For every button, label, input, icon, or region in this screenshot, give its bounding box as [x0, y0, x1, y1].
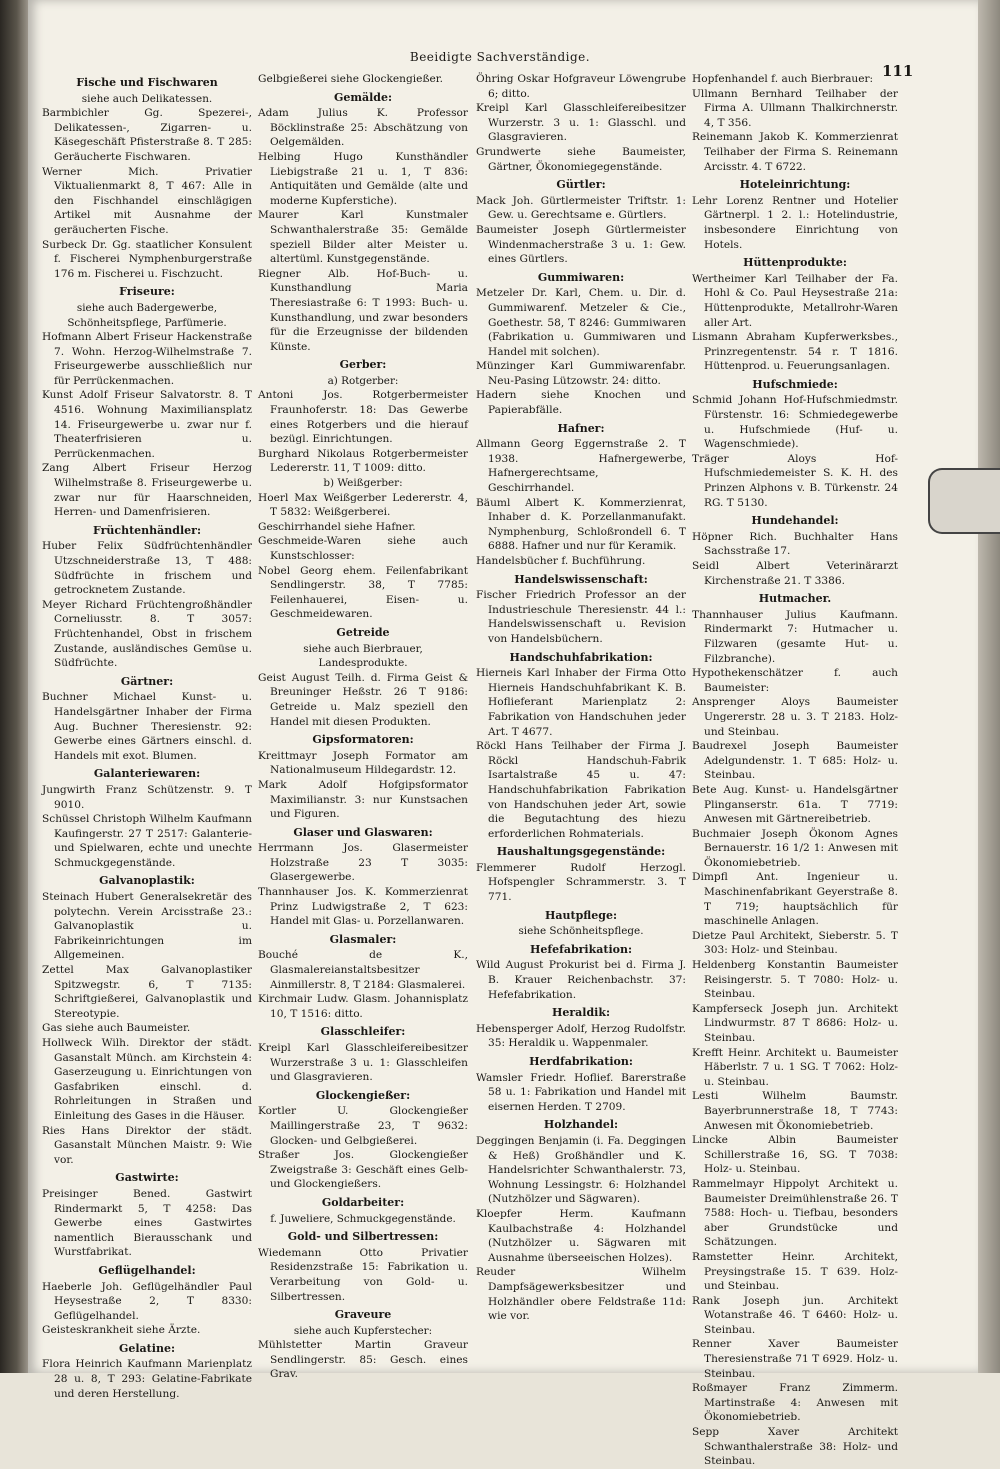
- directory-entry: Hierneis Karl Inhaber der Firma Otto Hierneis Handschuhfabrikant K. B. Hoflieferant Marienplatz 2: Fabrikation von Handschuhen jeder Art. T 4677.: [476, 667, 686, 738]
- column-2: [258, 72, 468, 1382]
- directory-entry: Meyer Richard Früchtengroßhändler Corneliusstr. 8. T 3057: Früchtenhandel, Obst in frischem Zustande, ausländisches Gemüse u. Südfrüchte.: [42, 598, 252, 670]
- directory-entry: Antoni Jos. Rotgerbermeister Fraunhoferstr. 18: Das Gewerbe eines Rotgerbers und die hierauf bezügl. Einrichtungen.: [258, 389, 468, 446]
- directory-entry: Riegner Alb. Hof-Buch- u. Kunsthandlung Maria Theresiastraße 6: T 1993: Buch- u. Kunsthandlung, und zwar besonders für die Erzeugnisse der bildenden Künste.: [258, 267, 468, 353]
- directory-entry: Reuder Wilhelm Dampfsägewerksbesitzer und Holzhändler obere Feldstraße 11d: wie vor.: [476, 1266, 686, 1323]
- directory-entry: Rammelmayr Hippolyt Architekt u. Baumeister Dreimühlenstraße 26. T 7588: Hoch- u. Tiefbau, besonders aber Grundstücke und Schätzungen.: [692, 1177, 898, 1249]
- directory-entry: Roßmayer Franz Zimmerm. Martinstraße 4: Anwesen mit Ökonomiebetrieb.: [692, 1382, 898, 1424]
- directory-entry: Allmann Georg Eggernstraße 2. T 1938. Hafnergewerbe, Hafnergerechtsame, Geschirrhandel.: [476, 438, 686, 495]
- directory-entry: Ansprenger Aloys Baumeister Ungererstr. 28 u. 3. T 2183. Holz- und Steinbau.: [692, 696, 898, 738]
- directory-entry: Thannhauser Julius Kaufmann. Rindermarkt 7: Hutmacher u. Filzwaren (gesamte Hut- u. Filzbranche).: [692, 608, 898, 665]
- directory-entry: Buchner Michael Kunst- u. Handelsgärtner Inhaber der Firma Aug. Buchner Theresienstr. 92: Gewerbe eines Gärtners einschl. d. Handels mit exot. Blumen.: [42, 691, 252, 762]
- directory-entry: Kreipl Karl Glasschleifereibesitzer Wurzerstr. 3 u. 1: Glasschl. und Glasgravieren.: [476, 102, 686, 144]
- section-heading: Hefefabrikation:: [529, 942, 633, 956]
- section-heading: Holzhandel:: [543, 1118, 619, 1132]
- directory-entry: Hebensperger Adolf, Herzog Rudolfstr. 35: Heraldik u. Wappenmaler.: [476, 1022, 686, 1050]
- directory-entry: Träger Aloys Hof-Hufschmiedemeister S. K. H. des Prinzen Alphons v. B. Türkenstr. 24 RG. T 5130.: [692, 452, 898, 509]
- cross-reference: siehe auch Kupferstecher:: [293, 1324, 433, 1337]
- section-heading: Hundehandel:: [751, 514, 839, 528]
- section-heading: Handschuhfabrikation:: [509, 650, 653, 664]
- directory-entry: Barmbichler Gg. Spezerei-, Delikatessen-, Zigarren- u. Käsegeschäft Pfisterstraße 8. T 285: Geräucherte Fischwaren.: [42, 107, 252, 163]
- page-number: 111: [882, 62, 914, 80]
- section-heading: Gerber:: [339, 358, 387, 372]
- directory-entry: Steinach Hubert Generalsekretär des polytechn. Verein Arcisstraße 23.: Galvanoplastik u. Fabrikeinrichtungen im Allgemeinen.: [42, 891, 252, 962]
- directory-entry: Flora Heinrich Kaufmann Marienplatz 28 u. 8, T 293: Gelatine-Fabrikate und deren Herstellung.: [42, 1358, 252, 1400]
- cross-reference: siehe auch Badergewerbe, Schönheitspflege, Parfümerie.: [67, 301, 227, 329]
- section-heading: Hüttenprodukte:: [743, 256, 847, 270]
- cross-reference: siehe auch Delikatessen.: [81, 92, 213, 105]
- directory-entry: Lismann Abraham Kupferwerksbes., Prinzregentenstr. 54 r. T 1816. Hüttenprod. u. Feuerungsanlagen.: [692, 331, 898, 373]
- directory-entry: Thannhauser Jos. K. Kommerzienrat Prinz Ludwigstraße 2, T 623: Handel mit Glas- u. Porzellanwaren.: [258, 886, 468, 928]
- directory-entry: Kampferseck Joseph jun. Architekt Lindwurmstr. 87 T 8686: Holz- u. Steinbau.: [692, 1002, 898, 1044]
- directory-entry: Baumeister Joseph Gürtlermeister Windenmacherstraße 3 u. 1: Gew. eines Gürtlers.: [476, 223, 686, 266]
- section-heading: Gummiwaren:: [537, 270, 625, 284]
- running-head: Beeidigte Sachverständige.: [409, 50, 591, 64]
- section-heading: Friseure:: [119, 285, 175, 299]
- section-heading: Glasschleifer:: [320, 1025, 406, 1039]
- directory-entry: Geschirrhandel siehe Hafner.: [258, 520, 416, 533]
- directory-entry: Geschmeide-Waren siehe auch Kunstschlosser:: [258, 535, 468, 562]
- directory-entry: Hopfenhandel f. auch Bierbrauer:: [692, 73, 874, 85]
- section-heading: Galanteriewaren:: [93, 767, 201, 781]
- directory-entry: Öhring Oskar Hofgraveur Löwengrube 6; ditto.: [476, 73, 686, 100]
- directory-entry: Jungwirth Franz Schützenstr. 9. T 9010.: [42, 783, 252, 811]
- section-heading: Früchtenhändler:: [92, 523, 202, 537]
- section-heading: Hoteleinrichtung:: [739, 178, 851, 192]
- section-heading: Hutmacher.: [758, 592, 832, 606]
- directory-entry: Lesti Wilhelm Baumstr. Bayerbrunnerstraße 18, T 7743: Anwesen mit Ökonomiebetrieb.: [692, 1090, 898, 1132]
- directory-entry: Mack Joh. Gürtlermeister Triftstr. 1: Gew. u. Gerechtsame e. Gürtlers.: [476, 194, 686, 222]
- section-heading: Gipsformatoren:: [312, 733, 414, 747]
- directory-entry: Renner Xaver Baumeister Theresienstraße 71 T 6929. Holz- u. Steinbau.: [692, 1338, 898, 1380]
- directory-entry: Preisinger Bened. Gastwirt Rindermarkt 5, T 4258: Das Gewerbe eines Gastwirtes namentlich Bierausschank und Wurstfabrikat.: [42, 1187, 252, 1259]
- directory-entry: Sepp Xaver Architekt Schwanthalerstraße 38: Holz- und Steinbau.: [692, 1426, 898, 1468]
- directory-entry: Nobel Georg ehem. Feilenfabrikant Sendlingerstr. 38, T 7785: Feilenhauerei, Eisen- u. Geschmeidewaren.: [258, 564, 468, 621]
- directory-entry: Flemmerer Rudolf Herzogl. Hofspengler Schrammerstr. 3. T 771.: [476, 861, 686, 904]
- page-edge: [978, 0, 1000, 1373]
- section-heading: Heraldik:: [551, 1006, 611, 1020]
- section-heading: Glockengießer:: [315, 1088, 411, 1102]
- directory-entry: Kreipl Karl Glasschleifereibesitzer Wurzerstraße 3 u. 1: Glasschleifen und Glasgravieren.: [258, 1042, 468, 1084]
- section-heading: Gemälde:: [333, 90, 393, 104]
- directory-entry: Kloepfer Herm. Kaufmann Kaulbachstraße 4: Holzhandel (Nutzhölzer u. Sägwaren mit Ausnahme überseeischen Holzes).: [476, 1207, 686, 1264]
- directory-entry: Huber Felix Südfrüchtenhändler Utzschneiderstraße 13, T 488: Südfrüchte in frischem und getrocknetem Zustande.: [42, 540, 252, 597]
- section-heading: Glaser und Glaswaren:: [293, 825, 433, 839]
- directory-entry: Fischer Friedrich Professor an der Industrieschule Theresienstr. 44 l.: Handelswissenschaft u. Revision von Handelsbüchern.: [476, 589, 686, 645]
- cross-reference: f. Juweliere, Schmuckgegenstände.: [270, 1212, 456, 1225]
- directory-entry: Lincke Albin Baumeister Schillerstraße 16, SG. T 7038: Holz- u. Steinbau.: [692, 1134, 898, 1176]
- section-heading: Fische und Fischwaren: [76, 76, 218, 89]
- directory-entry: Ramstetter Heinr. Architekt, Preysingstraße 15. T 639. Holz- und Steinbau.: [692, 1250, 898, 1293]
- directory-entry: Geist August Teilh. d. Firma Geist & Breuninger Heßstr. 26 T 9186: Getreide u. Malz speziell den Handel mit diesen Produkten.: [258, 671, 468, 728]
- section-heading: Glasmaler:: [329, 932, 397, 946]
- directory-entry: Reinemann Jakob K. Kommerzienrat Teilhaber der Firma S. Reinemann Arcisstr. 4. T 6722.: [692, 131, 898, 173]
- directory-entry: Mühlstetter Martin Graveur Sendlingerstr. 85: Gesch. eines Grav.: [258, 1339, 468, 1381]
- section-heading: Graveure: [334, 1308, 392, 1322]
- directory-entry: Hadern siehe Knochen und Papierabfälle.: [476, 389, 686, 417]
- directory-entry: Mark Adolf Hofgipsformator Maximilianstr. 3: nur Kunstsachen und Figuren.: [258, 778, 468, 821]
- directory-entry: Seidl Albert Veterinärarzt Kirchenstraße 21. T 3386.: [692, 560, 898, 587]
- directory-entry: Münzinger Karl Gummiwarenfabr. Neu-Pasing Lützowstr. 24: ditto.: [476, 360, 686, 387]
- section-heading: Hufschmiede:: [752, 377, 838, 391]
- directory-entry: Kreittmayr Joseph Formator am Nationalmuseum Hildegardstr. 12.: [258, 749, 468, 777]
- directory-entry: Wild August Prokurist bei d. Firma J. B. Krauer Reichenbachstr. 37: Hefefabrikation.: [476, 959, 686, 1001]
- directory-entry: Herrmann Jos. Glasermeister Holzstraße 23 T 3035: Glasergewerbe.: [258, 842, 468, 884]
- section-heading: Gärtner:: [120, 674, 174, 688]
- directory-entry: Rank Joseph jun. Architekt Wotanstraße 46. T 6460: Holz- u. Steinbau.: [692, 1294, 898, 1336]
- directory-entry: Schüssel Christoph Wilhelm Kaufmann Kaufingerstr. 27 T 2517: Galanterie- und Spielwaren, echte und unechte Schmuckgegenstände.: [42, 813, 252, 869]
- directory-entry: Heldenberg Konstantin Baumeister Reisingerstr. 5. T 7080: Holz- u. Steinbau.: [692, 959, 898, 1001]
- directory-entry: Kunst Adolf Friseur Salvatorstr. 8. T 4516. Wohnung Maximiliansplatz 14. Friseurgewerbe u. zwar nur f. Theaterfrisieren u. Perrückenmachen.: [42, 389, 252, 460]
- directory-entry: Schmid Johann Hof-Hufschmiedmstr. Fürstenstr. 16: Schmiedegewerbe u. Hufschmiede (Huf- u. Wagenschmiede).: [692, 394, 898, 451]
- directory-entry: Handelsbücher f. Buchführung.: [476, 555, 646, 567]
- directory-entry: Wamsler Friedr. Hoflief. Barerstraße 58 u. 1: Fabrikation und Handel mit eisernen Herden. T 2709.: [476, 1071, 686, 1113]
- cross-reference: b) Weißgerber:: [323, 477, 403, 490]
- directory-entry: Deggingen Benjamin (i. Fa. Deggingen & Heß) Großhändler und K. Handelsrichter Schwanthalerstr. 73, Wohnung Lessingstr. 6: Holzhandel (Nutzhölzer und Sägwaren).: [476, 1134, 686, 1206]
- section-heading: Gürtler:: [556, 178, 606, 192]
- directory-entry: Ries Hans Direktor der städt. Gasanstalt München Maistr. 9: Wie vor.: [42, 1124, 252, 1166]
- directory-entry: Dimpfl Ant. Ingenieur u. Maschinenfabrikant Geyerstraße 8. T 719; hauptsächlich für maschinelle Anlagen.: [692, 871, 898, 928]
- directory-entry: Hollweck Wilh. Direktor der städt. Gasanstalt Münch. am Kirchstein 4: Gaserzeugung u. Einrichtungen von Gasfabriken einschl. d. Rohrleitungen in Straßen und Einleitung des Gases in die Häuser.: [42, 1037, 252, 1122]
- section-heading: Gold- und Silbertressen:: [287, 1230, 439, 1244]
- directory-entry: Straßer Jos. Glockengießer Zweigstraße 3: Geschäft eines Gelb- und Glockengießers.: [258, 1149, 468, 1191]
- directory-entry: Geisteskrankheit siehe Ärzte.: [42, 1324, 201, 1337]
- cross-reference: siehe Schönheitspflege.: [518, 925, 644, 938]
- directory-entry: Surbeck Dr. Gg. staatlicher Konsulent f. Fischerei Nymphenburgerstraße 176 m. Fischerei u. Fischzucht.: [42, 238, 252, 280]
- column-4: [692, 72, 898, 1469]
- section-heading: Herdfabrikation:: [529, 1055, 633, 1068]
- cross-reference: a) Rotgerber:: [327, 374, 399, 387]
- directory-entry: Ullmann Bernhard Teilhaber der Firma A. Ullmann Thalkirchnerstr. 4, T 356.: [692, 87, 898, 129]
- section-heading: Gastwirte:: [115, 1171, 179, 1185]
- section-heading: Galvanoplastik:: [99, 874, 195, 888]
- directory-entry: Hofmann Albert Friseur Hackenstraße 7. Wohn. Herzog-Wilhelmstraße 7. Friseurgewerbe ausschließlich nur für Perrückenmachen.: [42, 331, 252, 387]
- directory-entry: Zang Albert Friseur Herzog Wilhelmstraße 8. Friseurgewerbe u. zwar nur für Haarschneiden, Herren- und Damenfrisieren.: [42, 462, 252, 519]
- directory-entry: Kortler U. Glockengießer Maillingerstraße 23, T 9632: Glocken- und Gelbgießerei.: [258, 1105, 468, 1147]
- directory-entry: Röckl Hans Teilhaber der Firma J. Röckl Handschuh-Fabrik Isartalstraße 45 u. 47: Handschuhfabrikation Fabrikation von Handschuhen jeder Art, sowie die Begutachtung des hiezu erforderlichen Rohmaterials.: [476, 740, 686, 840]
- directory-entry: Bouché de K., Glasmalereianstaltsbesitzer Ainmillerstr. 8, T 2184: Glasmalerei.: [258, 949, 468, 991]
- section-heading: Hautpflege:: [544, 908, 618, 922]
- thumb-index-tab: [928, 468, 1000, 534]
- directory-entry: Haeberle Joh. Geflügelhändler Paul Heysestraße 2, T 8330: Geflügelhandel.: [42, 1280, 252, 1322]
- cross-reference: siehe auch Bierbrauer, Landesprodukte.: [303, 642, 423, 670]
- section-heading: Geflügelhandel:: [98, 1263, 196, 1277]
- directory-entry: Helbing Hugo Kunsthändler Liebigstraße 21 u. 1, T 836: Antiquitäten und Gemälde (alte und moderne Kupferstiche).: [258, 150, 468, 207]
- section-heading: Goldarbeiter:: [321, 1195, 405, 1209]
- column-3: [476, 72, 686, 1324]
- book-gutter: [0, 0, 28, 1373]
- directory-entry: Baudrexel Joseph Baumeister Adelgundenstr. 1. T 685: Holz- u. Steinbau.: [692, 740, 898, 782]
- directory-entry: Bäuml Albert K. Kommerzienrat, Inhaber d. K. Porzellanmanufakt. Nymphenburg, Schloßrondell 6. T 6888. Hafner und nur für Keramik.: [476, 496, 686, 553]
- section-heading: Gelatine:: [118, 1341, 175, 1355]
- section-heading: Haushaltungsgegenstände:: [496, 845, 666, 859]
- directory-entry: Burghard Nikolaus Rotgerbermeister Ledererstr. 11, T 1009: ditto.: [258, 447, 468, 475]
- directory-entry: Buchmaier Joseph Ökonom Agnes Bernauerstr. 16 1/2 1: Anwesen mit Ökonomiebetrieb.: [692, 827, 898, 869]
- directory-entry: Bete Aug. Kunst- u. Handelsgärtner Plinganserstr. 61a. T 7719: Anwesen mit Gärtnereibetrieb.: [692, 783, 898, 826]
- directory-entry: Grundwerte siehe Baumeister, Gärtner, Ökonomiegegenstände.: [476, 145, 686, 173]
- directory-entry: Hoerl Max Weißgerber Ledererstr. 4, T 5832: Weißgerberei.: [258, 491, 468, 519]
- directory-entry: Adam Julius K. Professor Böcklinstraße 25: Abschätzung von Oelgemälden.: [258, 107, 468, 149]
- directory-entry: Gas siehe auch Baumeister.: [42, 1022, 191, 1035]
- directory-entry: Lehr Lorenz Rentner und Hotelier Gärtnerpl. 1 2. l.: Hotelindustrie, insbesondere Einrichtung von Hotels.: [692, 194, 898, 251]
- directory-entry: Höpner Rich. Buchhalter Hans Sachsstraße 17.: [692, 530, 898, 558]
- directory-entry: Krefft Heinr. Architekt u. Baumeister Häberlstr. 7 u. 1 SG. T 7062: Holz- u. Steinbau.: [692, 1046, 898, 1088]
- section-heading: Getreide: [336, 625, 390, 639]
- column-1: [42, 72, 252, 1401]
- directory-entry: Dietze Paul Architekt, Sieberstr. 5. T 303: Holz- und Steinbau.: [692, 929, 898, 957]
- directory-entry: Wertheimer Karl Teilhaber der Fa. Hohl & Co. Paul Heysestraße 21a: Hüttenprodukte, Metallrohr-Waren aller Art.: [692, 272, 898, 329]
- directory-entry: Wiedemann Otto Privatier Residenzstraße 15: Fabrikation u. Verarbeitung von Gold- u. Silbertressen.: [258, 1246, 468, 1303]
- directory-entry: Maurer Karl Kunstmaler Schwanthalerstraße 35: Gemälde speziell Bilder alter Meister u. altertüml. Kunstgegenstände.: [258, 209, 468, 266]
- directory-entry: Metzeler Dr. Karl, Chem. u. Dir. d. Gummiwarenf. Metzeler & Cie., Goethestr. 58, T 8246: Gummiwaren (Fabrikation u. Gummiwaren und Handel mit solchen).: [476, 287, 686, 358]
- section-heading: Hafner:: [557, 421, 605, 435]
- directory-entry: Zettel Max Galvanoplastiker Spitzwegstr. 6, T 7135: Schriftgießerei, Galvanoplastik und Stereotypie.: [42, 964, 252, 1020]
- directory-entry: Werner Mich. Privatier Viktualienmarkt 8, T 467: Alle in den Fischhandel einschlägigen Artikel mit Ausnahme der geräucherten Fische.: [42, 165, 252, 236]
- directory-entry: Kirchmair Ludw. Glasm. Johannisplatz 10, T 1516: ditto.: [258, 993, 468, 1020]
- section-heading: Handelswissenschaft:: [514, 572, 648, 586]
- directory-entry: Gelbgießerei siehe Glockengießer.: [258, 73, 444, 85]
- directory-entry: Hypothekenschätzer f. auch Baumeister:: [692, 667, 898, 694]
